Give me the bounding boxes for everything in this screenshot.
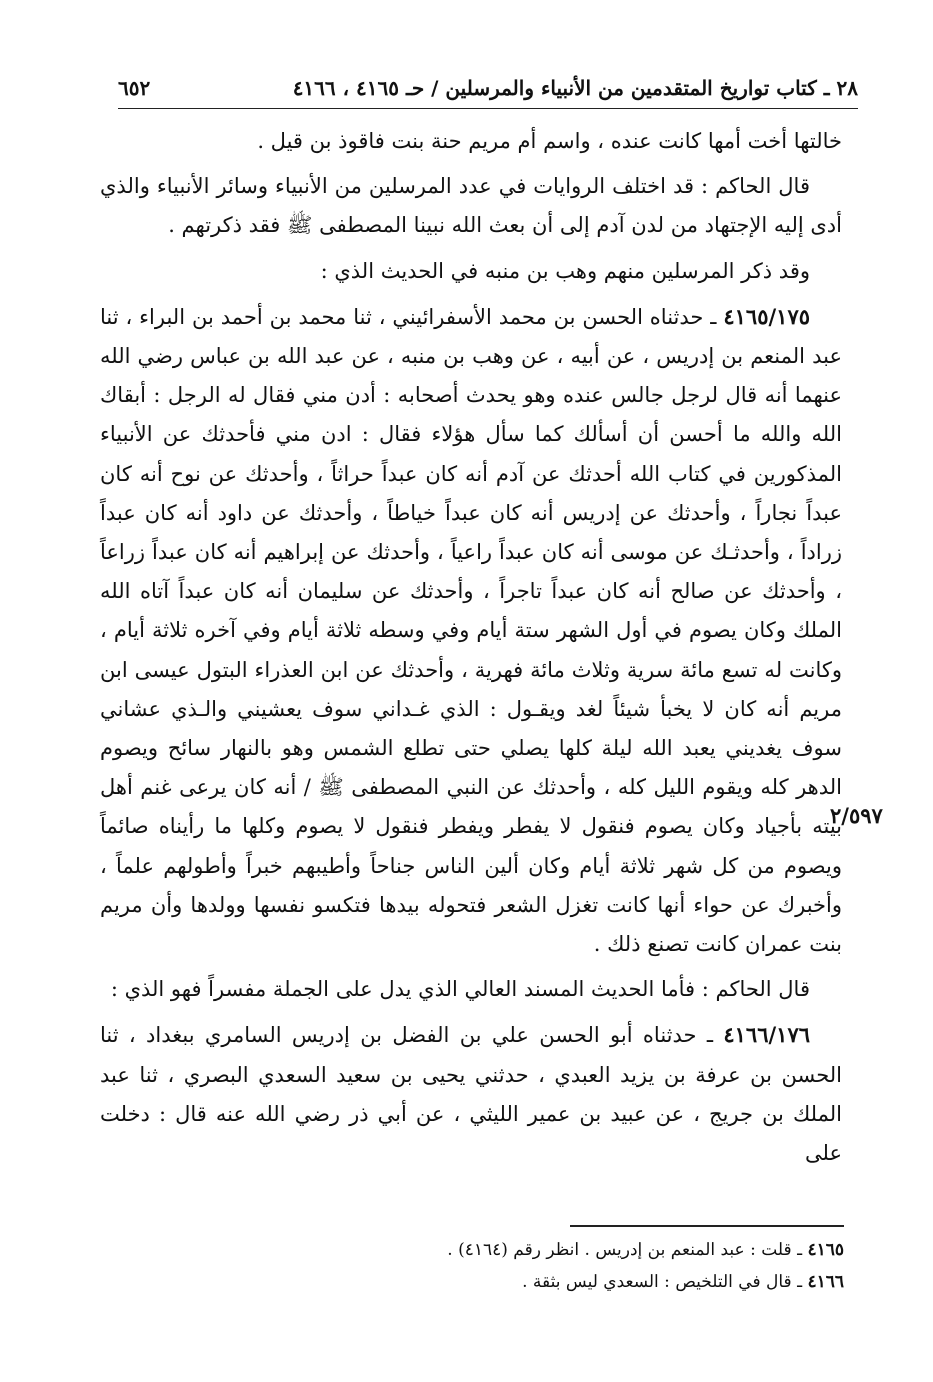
- footnote-number: ٤١٦٥: [807, 1240, 844, 1260]
- footnote-number: ٤١٦٦: [807, 1272, 844, 1292]
- footnote-text: ـ قلت : عبد المنعم بن إدريس . انظر رقم (٤١٦٤) .: [447, 1240, 808, 1260]
- page-number: ٦٥٢: [118, 76, 151, 100]
- footnote: [300, 1266, 844, 1298]
- footnote-rule: [570, 1225, 844, 1227]
- hadith-4166: [100, 1015, 842, 1173]
- margin-volume-page-note: ٢/٥٩٧: [830, 803, 883, 828]
- header-rule: [118, 108, 858, 109]
- running-header: [118, 72, 858, 104]
- hadith-text: ـ حدثناه الحسن بن محمد الأسفرائيني ، ثنا محمد بن أحمد بن البراء ، ثنا عبد المنعم بن إدريس ، عن أبيه ، عن وهب بن منبه ، عن عبد الله بن عباس رضي الله عنهما أنه قال لرجل جالس عنده وهو يحدث أصحابه : أدن مني فقال له الرجل : أبقاك الله والله ما أحسن أن أسألك كما سأل هؤلاء فقال : ادن مني فأحدثك عن الأنبياء المذكورين في كتاب الله أحدثك عن آدم أنه كان عبداً حراثاً ، وأحدثك عن نوح أنه كان عبداً نجاراً ، وأحدثك عن إدريس أنه كان عبداً خياطاً ، وأحدثك عن داود أنه كان عبداً زراداً ، وأحدثـك عن موسى أنه كان عبداً راعياً ، وأحدثك عن إبراهيم أنه كان عبداً زراعاً ، وأحدثك عن صالح أنه كان عبداً تاجراً ، وأحدثك عن سليمان أنه كان عبداً آتاه الله الملك وكان يصوم في أول الشهر ستة أيام وفي وسطه ثلاثة أيام وفي آخره ثلاثة أيام ، وكانت له تسع مائة سرية وثلاث مائة فهرية ، وأحدثك عن ابن العذراء البتول عيسى ابن مريم أنه كان لا يخبأ شيئاً لغد ويقـول : الذي غـداني سوف يعشيني والـذي عشاني سوف يغديني يعبد الله ليلة كلها يصلي حتى تطلع الشمس وهو بالنهار سائح ويصوم الدهر كله ويقوم الليل كله ، وأحدثك عن النبي المصطفى ﷺ / أنه كان يرعى غنم أهل بيته بأجياد وكان يصوم فنقول لا يفطر ويفطر فنقول لا يصوم وكلها ما رأيناه صائماً ويصوم من كل شهر ثلاثة أيام وكان ألين الناس جناحاً وأطيبهم خبراً وأطولهم علماً ، وأخبرك عن حواء أنها كانت تغزل الشعر فتحوله بيدها فتكسو نفسها وولدها وأن مريم بنت عمران كانت تصنع ذلك .: [100, 304, 842, 957]
- paragraph: خالتها أخت أمها كانت عنده ، واسم أم مريم حنة بنت فاقوذ بن قيل .: [257, 129, 842, 153]
- footnote-text: ـ قال في التلخيص : السعدي ليس بثقة .: [522, 1272, 808, 1292]
- hadith-number: ٤١٦٦/١٧٦: [723, 1022, 810, 1048]
- hadith-4165: [100, 297, 842, 964]
- hadith-text: ـ حدثناه أبو الحسن علي بن الفضل بن إدريس السامري ببغداد ، ثنا الحسن بن عرفة بن يزيد العبدي ، حدثني يحيى بن سعيد السعدي البصري ، ثنا عبد الملك بن جريج ، عن عبيد بن عمير الليثي ، عن أبي ذر رضي الله عنه قال : دخلت على: [100, 1023, 842, 1166]
- running-header-title: ٢٨ ـ كتاب تواريخ المتقدمين من الأنبياء والمرسلين / حـ ٤١٦٥ ، ٤١٦٦: [292, 76, 858, 100]
- paragraph: قال الحاكم : فأما الحديث المسند العالي الذي يدل على الجملة مفسراً فهو الذي :: [110, 977, 810, 1002]
- footnote: [300, 1234, 844, 1266]
- hadith-number: ٤١٦٥/١٧٥: [723, 303, 810, 329]
- main-text: [100, 122, 842, 1179]
- paragraph: قال الحاكم : قد اختلف الروايات في عدد المرسلين من الأنبياء وسائر الأنبياء والذي أدى إليه الإجتهاد من لدن آدم إلى أن بعث الله نبينا المصطفى ﷺ فقد ذكرتهم .: [100, 174, 842, 238]
- paragraph: وقد ذكر المرسلين منهم وهب بن منبه في الحديث الذي :: [320, 258, 810, 283]
- footnotes: [300, 1234, 844, 1298]
